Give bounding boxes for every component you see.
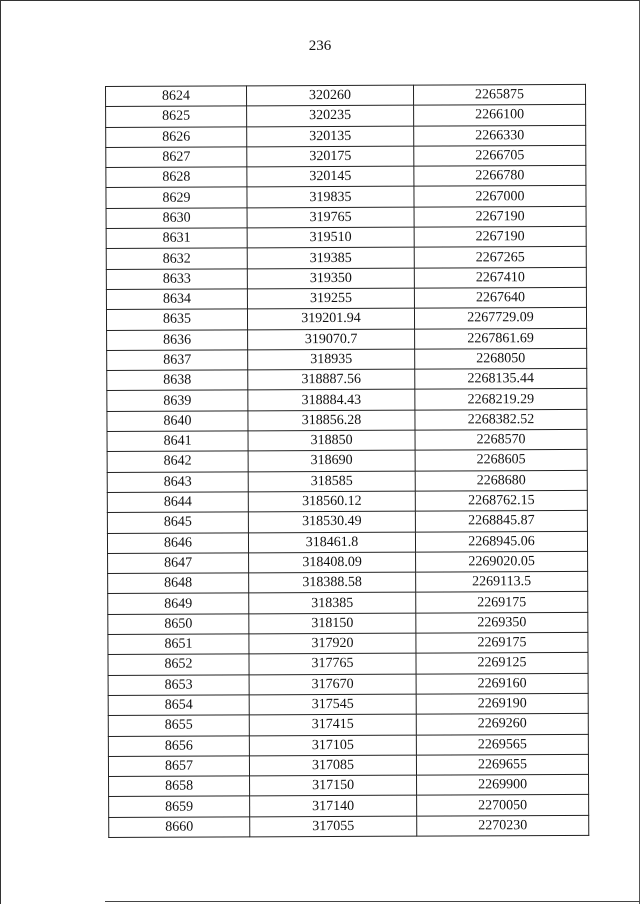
y-coordinate-cell: 2269565 (416, 734, 588, 755)
y-coordinate-cell: 2267000 (414, 186, 586, 207)
point-number-cell: 8630 (106, 208, 247, 229)
point-number-cell: 8642 (107, 451, 248, 472)
table-row (106, 105, 586, 127)
point-number-cell: 8624 (106, 86, 247, 107)
point-number-cell: 8648 (108, 573, 249, 594)
table-row (106, 186, 586, 208)
x-coordinate-cell: 320175 (247, 146, 414, 167)
table-row (107, 450, 587, 472)
y-coordinate-cell: 2268570 (415, 429, 587, 450)
table-row (107, 348, 587, 370)
table-row (108, 551, 588, 573)
x-coordinate-cell: 319255 (247, 288, 414, 309)
x-coordinate-cell: 317920 (249, 633, 416, 654)
y-coordinate-cell: 2268050 (415, 348, 587, 369)
point-number-cell: 8635 (106, 309, 247, 330)
y-coordinate-cell: 2267640 (414, 287, 586, 308)
x-coordinate-cell: 320145 (247, 166, 414, 187)
point-number-cell: 8636 (107, 329, 248, 350)
x-coordinate-cell: 319070.7 (248, 329, 415, 350)
point-number-cell: 8647 (108, 553, 249, 574)
point-number-cell: 8639 (107, 390, 248, 411)
x-coordinate-cell: 320135 (247, 126, 414, 147)
page-number: 236 (308, 38, 332, 54)
y-coordinate-cell: 2269125 (416, 653, 588, 674)
coordinates-table-body (106, 84, 589, 837)
table-row (109, 815, 589, 837)
point-number-cell: 8658 (109, 776, 250, 797)
coordinates-table (105, 84, 589, 838)
table-row (108, 612, 588, 634)
x-coordinate-cell: 318690 (248, 450, 415, 471)
point-number-cell: 8629 (106, 187, 247, 208)
point-number-cell: 8646 (107, 532, 248, 553)
table-row (107, 429, 587, 451)
bottom-rule (105, 901, 640, 902)
x-coordinate-cell: 320260 (247, 85, 414, 106)
table-row (106, 125, 586, 147)
table-row (108, 653, 588, 675)
point-number-cell: 8651 (108, 634, 249, 655)
table-row (106, 287, 586, 309)
x-coordinate-cell: 317140 (250, 796, 417, 817)
x-coordinate-cell: 317055 (250, 816, 417, 837)
y-coordinate-cell: 2268382.52 (415, 409, 587, 430)
table-row (108, 714, 588, 736)
table-row (106, 247, 586, 269)
y-coordinate-cell: 2268135.44 (415, 369, 587, 390)
point-number-cell: 8653 (108, 674, 249, 695)
point-number-cell: 8628 (106, 167, 247, 188)
table-row (107, 389, 587, 411)
x-coordinate-cell: 318887.56 (248, 369, 415, 390)
x-coordinate-cell: 317150 (250, 775, 417, 796)
y-coordinate-cell: 2266100 (414, 105, 586, 126)
y-coordinate-cell: 2267190 (414, 226, 586, 247)
x-coordinate-cell: 318461.8 (248, 532, 415, 553)
point-number-cell: 8634 (106, 289, 247, 310)
table-row (107, 369, 587, 391)
point-number-cell: 8652 (108, 654, 249, 675)
x-coordinate-cell: 318150 (249, 613, 416, 634)
x-coordinate-cell: 318856.28 (248, 410, 415, 431)
y-coordinate-cell: 2269900 (417, 774, 589, 795)
x-coordinate-cell: 319835 (247, 187, 414, 208)
y-coordinate-cell: 2269020.05 (416, 551, 588, 572)
y-coordinate-cell: 2268845.87 (415, 511, 587, 532)
point-number-cell: 8627 (106, 147, 247, 168)
table-row (108, 693, 588, 715)
x-coordinate-cell: 317085 (249, 755, 416, 776)
table-row (106, 84, 586, 106)
point-number-cell: 8633 (106, 269, 247, 290)
y-coordinate-cell: 2269175 (416, 632, 588, 653)
x-coordinate-cell: 318408.09 (249, 552, 416, 573)
table-row (107, 409, 587, 431)
y-coordinate-cell: 2267861.69 (415, 328, 587, 349)
x-coordinate-cell: 317545 (249, 694, 416, 715)
y-coordinate-cell: 2270230 (417, 815, 589, 836)
x-coordinate-cell: 318850 (248, 430, 415, 451)
table-row (107, 511, 587, 533)
point-number-cell: 8645 (107, 512, 248, 533)
y-coordinate-cell: 2270050 (417, 795, 589, 816)
table-row (108, 632, 588, 654)
x-coordinate-cell: 319765 (247, 207, 414, 228)
table-row (108, 572, 588, 594)
table-row (107, 470, 587, 492)
table-row (107, 531, 587, 553)
point-number-cell: 8644 (107, 492, 248, 513)
x-coordinate-cell: 319385 (247, 248, 414, 269)
y-coordinate-cell: 2269113.5 (416, 572, 588, 593)
y-coordinate-cell: 2268945.06 (415, 531, 587, 552)
y-coordinate-cell: 2267190 (414, 206, 586, 227)
y-coordinate-cell: 2266780 (414, 166, 586, 187)
x-coordinate-cell: 317670 (249, 674, 416, 695)
x-coordinate-cell: 318884.43 (248, 390, 415, 411)
x-coordinate-cell: 317765 (249, 653, 416, 674)
point-number-cell: 8650 (108, 614, 249, 635)
x-coordinate-cell: 319201.94 (247, 308, 414, 329)
table-row (108, 673, 588, 695)
x-coordinate-cell: 318388.58 (249, 572, 416, 593)
y-coordinate-cell: 2269655 (416, 754, 588, 775)
y-coordinate-cell: 2268680 (415, 470, 587, 491)
point-number-cell: 8638 (107, 370, 248, 391)
table-row (106, 206, 586, 228)
y-coordinate-cell: 2267265 (414, 247, 586, 268)
x-coordinate-cell: 317415 (249, 714, 416, 735)
point-number-cell: 8626 (106, 126, 247, 147)
y-coordinate-cell: 2268219.29 (415, 389, 587, 410)
table-row (106, 267, 586, 289)
table-row (106, 145, 586, 167)
table-row (107, 490, 587, 512)
x-coordinate-cell: 318560.12 (248, 491, 415, 512)
y-coordinate-cell: 2267410 (414, 267, 586, 288)
y-coordinate-cell: 2268605 (415, 450, 587, 471)
table-row (108, 754, 588, 776)
point-number-cell: 8637 (107, 350, 248, 371)
point-number-cell: 8631 (106, 228, 247, 249)
point-number-cell: 8649 (108, 593, 249, 614)
x-coordinate-cell: 317105 (249, 735, 416, 756)
x-coordinate-cell: 320235 (247, 105, 414, 126)
y-coordinate-cell: 2269190 (416, 693, 588, 714)
y-coordinate-cell: 2269160 (416, 673, 588, 694)
x-coordinate-cell: 319510 (247, 227, 414, 248)
y-coordinate-cell: 2266705 (414, 145, 586, 166)
table-row (109, 795, 589, 817)
point-number-cell: 8660 (109, 817, 250, 838)
x-coordinate-cell: 318530.49 (248, 511, 415, 532)
table-row (109, 774, 589, 796)
y-coordinate-cell: 2269175 (416, 592, 588, 613)
table-row (107, 328, 587, 350)
x-coordinate-cell: 319350 (247, 268, 414, 289)
point-number-cell: 8625 (106, 106, 247, 127)
y-coordinate-cell: 2267729.09 (414, 308, 586, 329)
point-number-cell: 8656 (108, 735, 249, 756)
x-coordinate-cell: 318585 (248, 471, 415, 492)
x-coordinate-cell: 318385 (249, 593, 416, 614)
table-row (108, 592, 588, 614)
y-coordinate-cell: 2266330 (414, 125, 586, 146)
point-number-cell: 8657 (108, 756, 249, 777)
y-coordinate-cell: 2268762.15 (415, 490, 587, 511)
point-number-cell: 8655 (108, 715, 249, 736)
point-number-cell: 8632 (106, 248, 247, 269)
y-coordinate-cell: 2269260 (416, 714, 588, 735)
point-number-cell: 8659 (109, 796, 250, 817)
y-coordinate-cell: 2265875 (413, 84, 585, 105)
point-number-cell: 8641 (107, 431, 248, 452)
table-row (106, 166, 586, 188)
table-row (106, 308, 586, 330)
point-number-cell: 8643 (107, 472, 248, 493)
y-coordinate-cell: 2269350 (416, 612, 588, 633)
point-number-cell: 8640 (107, 411, 248, 432)
point-number-cell: 8654 (108, 695, 249, 716)
table-row (108, 734, 588, 756)
x-coordinate-cell: 318935 (248, 349, 415, 370)
table-row (106, 226, 586, 248)
